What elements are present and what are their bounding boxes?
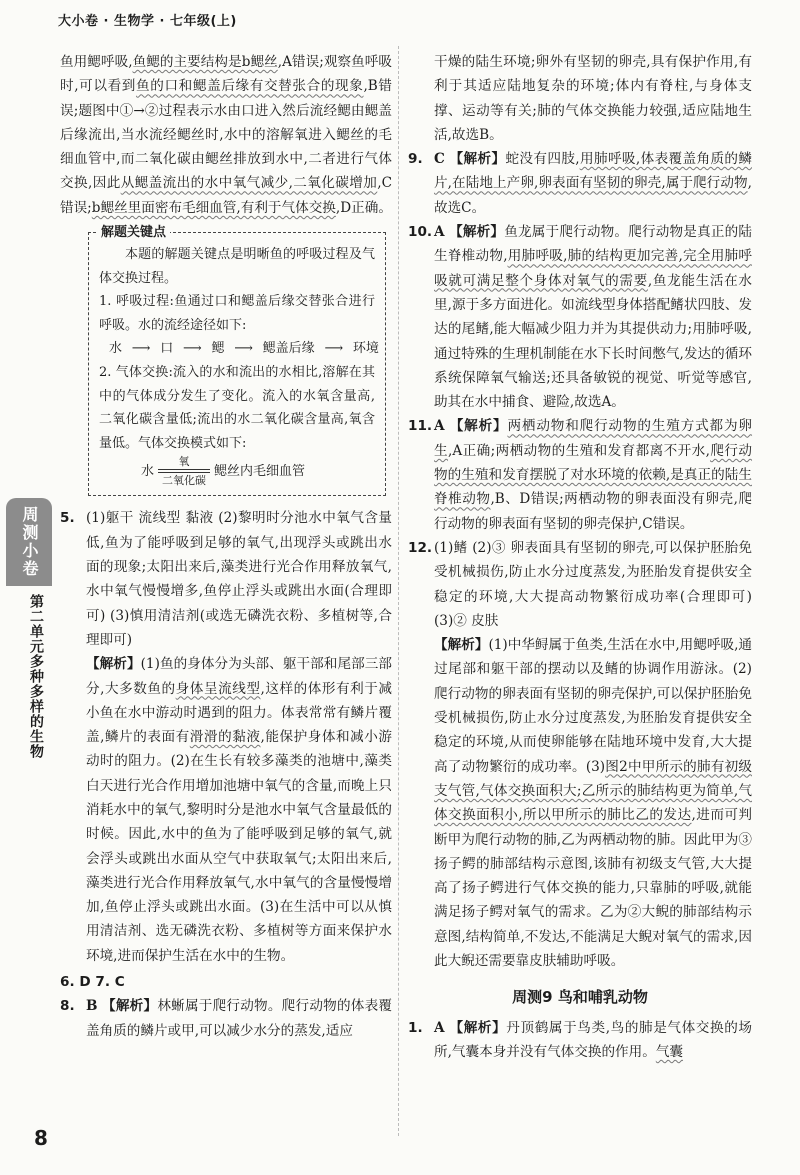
section-title: 周测9 鸟和哺乳动物 (512, 988, 648, 1007)
answer-8-continuation: 干燥的陆生环境;卵外有坚韧的卵壳,具有保护作用,有利于其适应陆地复杂的环境;体内有脊柱,与身体支撑、运动等有关;肺的气体交换能力较强,适应陆地生活,故选B。 (434, 54, 752, 143)
left-column (60, 50, 392, 1043)
running-header: 大小卷 · 生物学 · 七年级(上) (58, 14, 237, 29)
side-unit-b: 多种多样的生物 (28, 654, 44, 759)
gas-exchange-diagram: 水 氧 二氧化碳 鳃丝内毛细血管 (141, 455, 306, 488)
column-divider (398, 46, 399, 1136)
gas-exchange-arrows: 氧 二氧化碳 (158, 455, 210, 487)
answer-4-continuation: 鱼用鳃呼吸,鱼鳃的主要结构是b鳃丝,A错误;观察鱼呼吸时,可以看到鱼的口和鳃盖后缘有交替张合的现象,B错误;题图中①→②过程表示水由口进入然后流经鳃由鳃盖后缘流出,当水流经鳃丝时,水中的溶解氧进入鳃丝的毛细血管中,而二氧化碳由鳃丝排放到水中,二者进行气体交换,因此从鳃盖流出的水中氧气减少,二氧化碳增加,C错误;b鳃丝里面密布毛细血管,有利于气体交换,D正确。 (60, 54, 393, 216)
answer-1: 1. A 【解析】丹顶鹤属于鸟类,鸟的肺是气体交换的场所,气囊本身并没有气体交换的作用。气囊 (408, 1019, 752, 1060)
key-points-title: 解题关键点 (97, 221, 170, 245)
key-points-intro: 本题的解题关键点是明晰鱼的呼吸过程及气体交换过程。 (99, 247, 375, 286)
water-flow-path: 水 ⟶ 口 ⟶ 鳃 ⟶ 鳃盖后缘 ⟶ 环境 (109, 341, 379, 357)
side-unit-a: 第二单元 (28, 594, 44, 654)
key-points-box (88, 225, 386, 496)
answer-12: 12. (1)鳍 (2)③ 卵表面具有坚韧的卵壳,可以保护胚胎免受机械损伤,防止水分过度蒸发,为胚胎发育提供安全稳定的环境,大大提高动物繁衍成功率(合理即可) (3)② 皮肤 【解析】(1)中华鲟属于鱼类,生活在水中,用鳃呼吸,通过尾部和躯干部的摆动以及鳍的协调作用游泳。(2)爬行动物的卵表面有坚韧的卵壳保护,可以保护胚胎免受机械损伤,防止水分过度蒸发,为胚胎发育提供安全稳定的环境,从而使卵能够在陆地环境中发育,大大提高了动物繁衍的成功率。(3)图2中甲所示的肺有初级支气管,气体交换面积大;乙所示的肺结构更为简单,气体交换面积小,所以甲所示的肺比乙的发达,进而可判断甲为爬行动物的肺,乙为两栖动物的肺。因此甲为③扬子鳄的肺部结构示意图,该肺有初级支气管,大大提高了扬子鳄进行气体交换的能力,只靠肺的呼吸,就能满足扬子鳄对氧气的需求。乙为②大鲵的肺部结构示意图,结构简单,不发达,不能满足大鲵对氧气的需求,因此大鲵还需要靠皮肤辅助呼吸。 (408, 539, 753, 969)
answer-11: 11. A 【解析】两栖动物和爬行动物的生殖方式都为卵生,A正确;两栖动物的生殖和发育都离不开水,爬行动物的生殖和发育摆脱了对水环境的依赖,是真正的陆生脊椎动物,B、D错误;两栖动物的卵表面没有卵壳,爬行动物的卵表面有坚韧的卵壳保护,C错误。 (408, 418, 753, 532)
key-points-respiration: 1. 呼吸过程:鱼通过口和鳃盖后缘交替张合进行呼吸。水的流经途径如下: (99, 294, 375, 333)
side-tab: 周测小卷 (6, 498, 52, 586)
answer-5: 5. (1)躯干 流线型 黏液 (2)黎明时分池水中氧气含量低,鱼为了能呼吸到足够的氧气,出现浮头或跳出水面的现象;太阳出来后,藻类进行光合作用释放氧气,水中氧气慢慢增多,鱼停止浮头或跳出水面(合理即可) (3)慎用清洁剂(或选无磷洗衣粉、多植树等,合理即可) 【解析】(1)鱼的身体分为头部、躯干部和尾部三部分,大多数鱼的身体呈流线型,这样的体形有利于减小鱼在水中游动时遇到的阻力。体表常常有鳞片覆盖,鳞片的表面有滑滑的黏液,能保护身体和减小游动时的阻力。(2)在生长有较多藻类的池塘中,藻类白天进行光合作用增加池塘中氧气的含量,而晚上只消耗水中的氧气,黎明时分是池水中氧气含量最低的时候。因此,水中的鱼为了能呼吸到足够的氧气,就会浮头或跳出水面从空气中获取氧气;太阳出来后,藻类进行光合作用释放氧气,水中氧气的含量慢慢增加,鱼停止浮头或跳出水面。(3)在生活中可以从慎用清洁剂、选无磷洗衣粉、多植树等方面来保护水环境,进而保护生活在水中的生物。 (60, 510, 393, 964)
answer-10: 10. A 【解析】鱼龙属于爬行动物。爬行动物是真正的陆生脊椎动物,用肺呼吸,肺的结构更加完善,完全用肺呼吸就可满足整个身体对氧气的需要,鱼龙能生活在水里,源于多方面进化。如流线型身体搭配鳍状四肢、发达的尾鳍,能大幅减少阻力并为其提供动力;用肺呼吸,通过特殊的生理机制能在水下长时间憋气,发达的循环系统保障氧气输送;还具备敏锐的视觉、听觉等感官,助其在水中捕食、避险,故选A。 (408, 224, 753, 411)
side-unit-label (12, 594, 44, 759)
answer-8: 8. B 【解析】林蜥属于爬行动物。爬行动物的体表覆盖角质的鳞片或甲,可以减少水分的蒸发,适应 (60, 998, 393, 1039)
answer-9: 9. C 【解析】蛇没有四肢,用肺呼吸,体表覆盖角质的鳞片,在陆地上产卵,卵表面有坚韧的卵壳,属于爬行动物,故选C。 (408, 151, 752, 216)
right-column (408, 50, 752, 1064)
page-number: 8 (34, 1126, 48, 1150)
answers-6-7: 6. D 7. C (60, 974, 125, 991)
key-points-gas-exchange: 2. 气体交换:流入的水和流出的水相比,溶解在其中的气体成分发生了变化。流入的水氧含量高,二氧化碳含量低;流出的水二氧化碳含量高,氧含量低。气体交换模式如下: (99, 365, 375, 451)
